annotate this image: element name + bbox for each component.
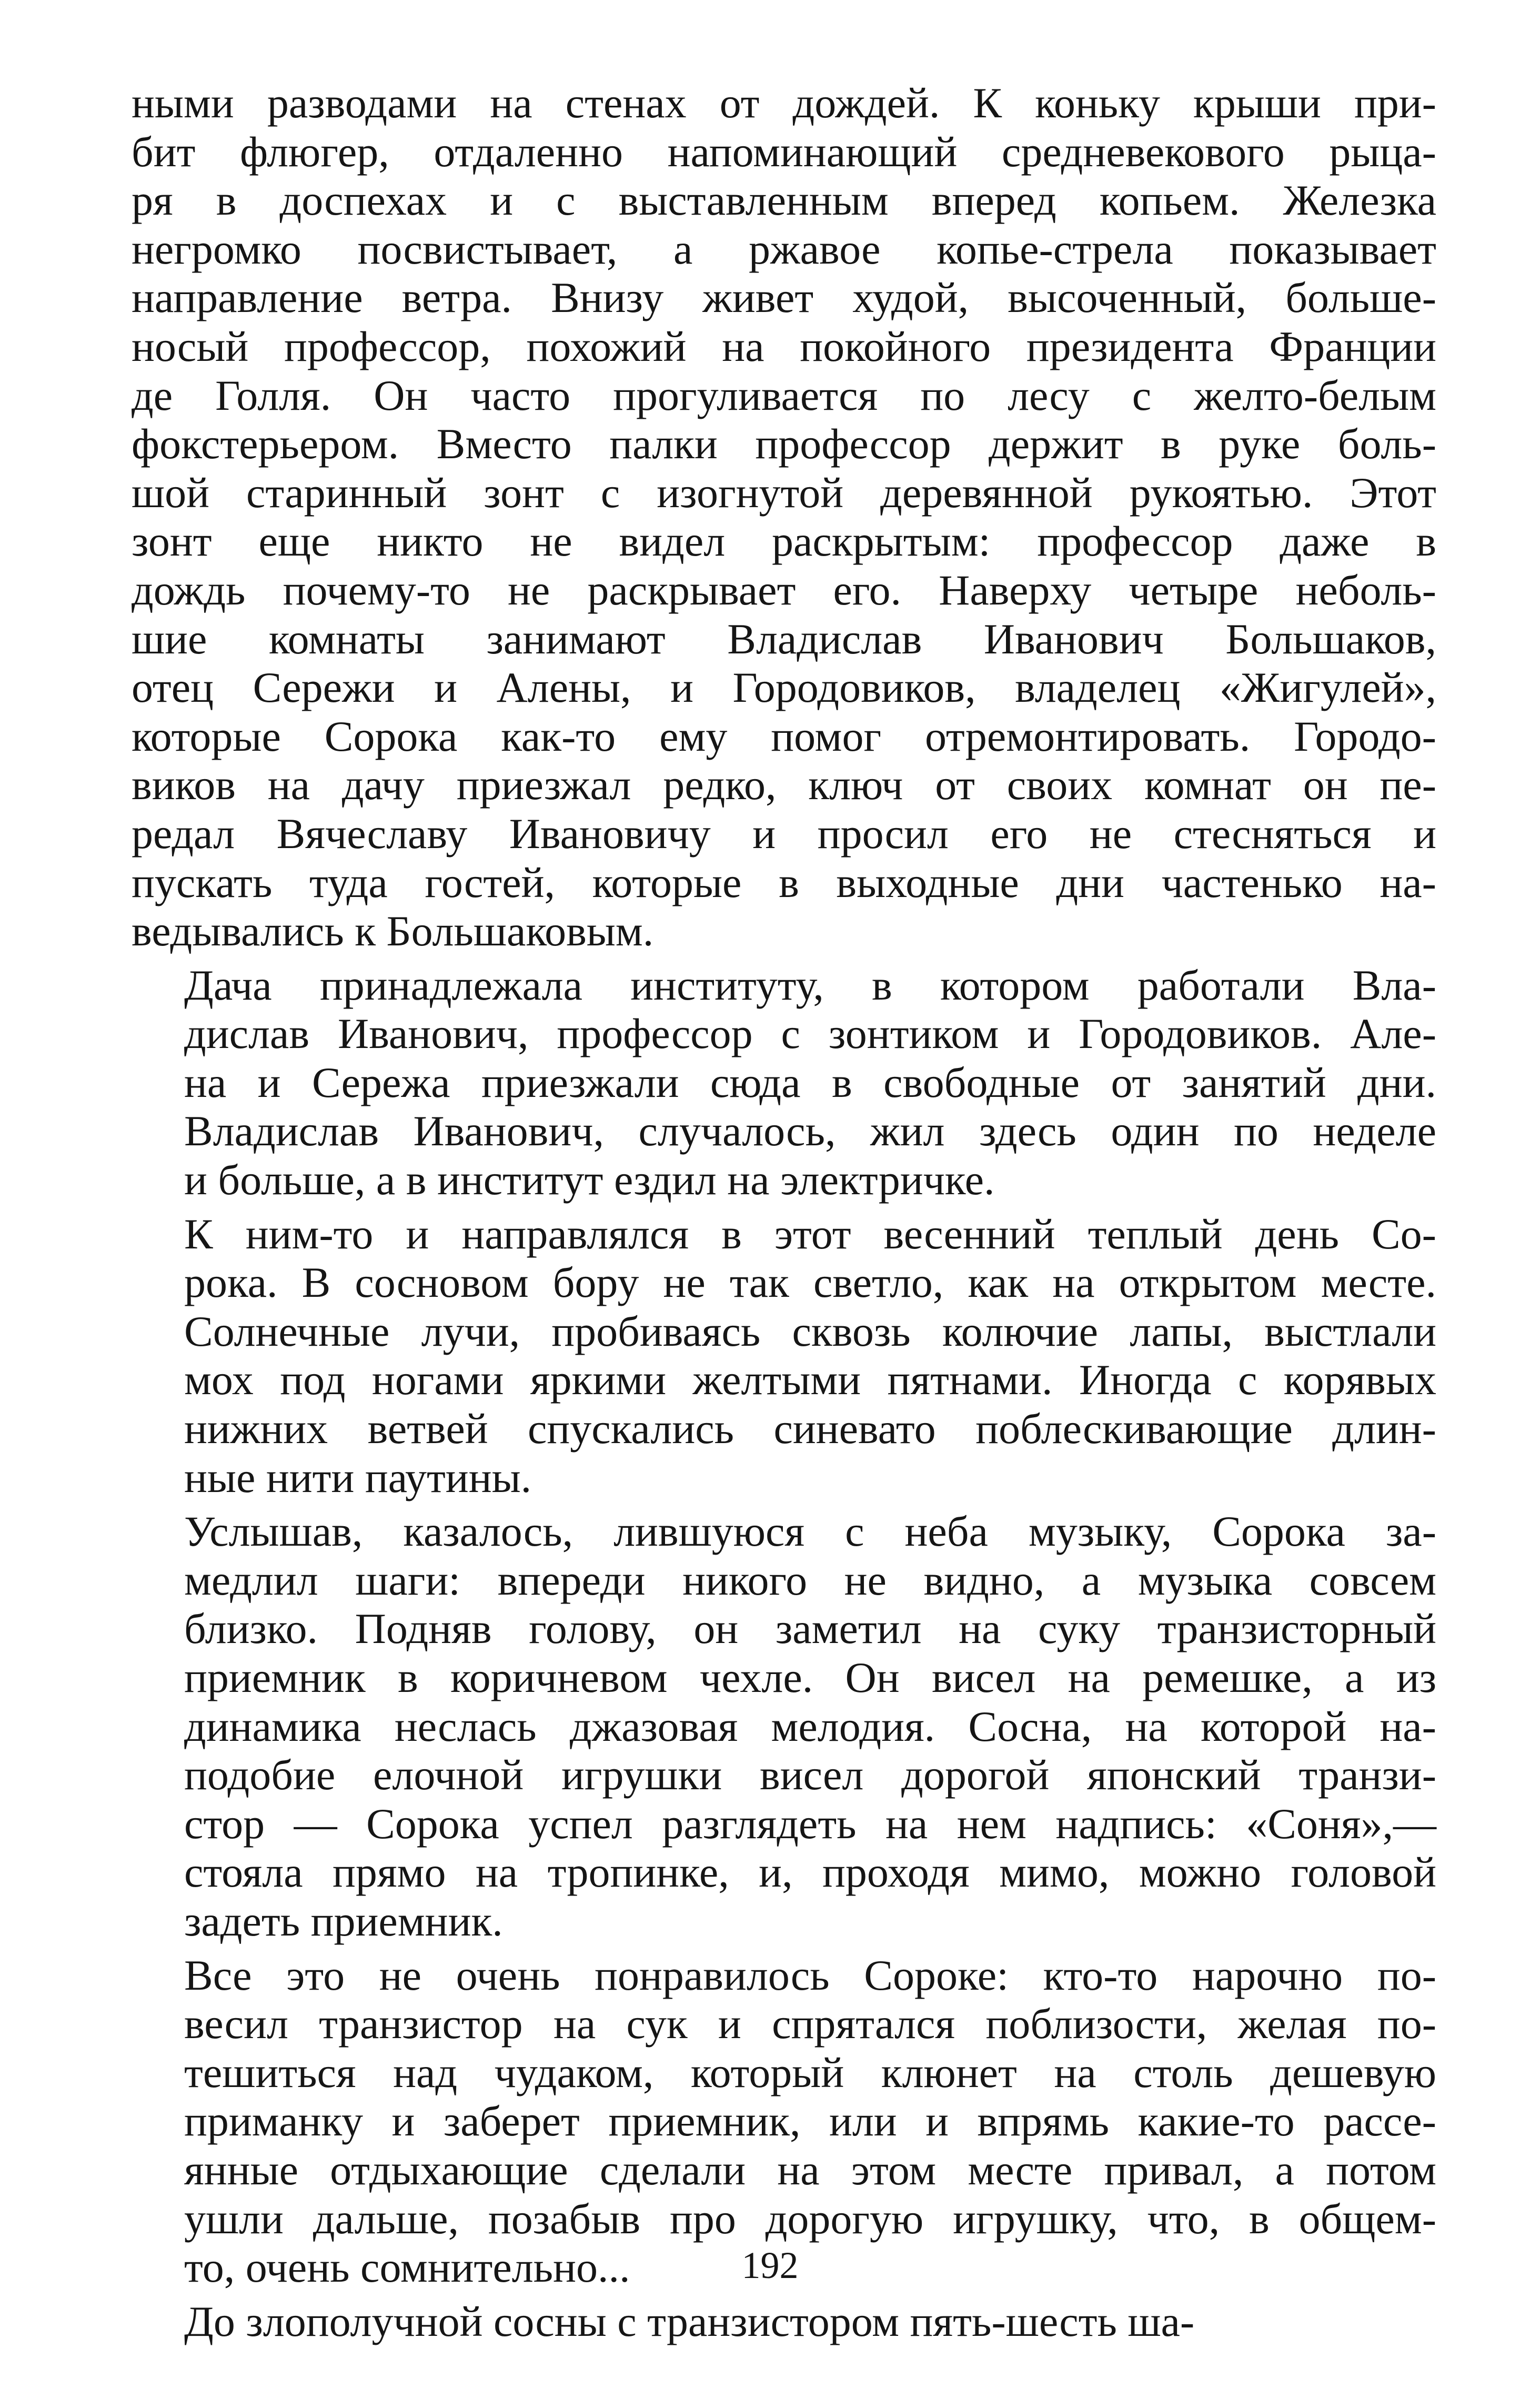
text-line: шой старинный зонт с изогнутой деревянной рукоятью. Этот [132,468,1436,517]
text-line: Услышав, казалось, лившуюся с неба музыку, Сорока за- [184,1507,1436,1556]
text-line: динамика неслась джазовая мелодия. Сосна, на которой на- [184,1702,1436,1750]
text-line: приемник в коричневом чехле. Он висел на ремешке, а из [184,1654,1436,1701]
text-line: направление ветра. Внизу живет худой, высоченный, больше- [132,274,1436,322]
text-line: зонт еще никто не видел раскрытым: профессор даже в [132,517,1436,566]
text-line: Все это не очень понравилось Сороке: кто-то нарочно по- [184,1951,1436,1999]
text-line: де Голля. Он часто прогуливается по лесу с желто-белым [132,371,1436,419]
page-number: 192 [741,2244,799,2286]
text-line: виков на дачу приезжал редко, ключ от своих комнат он пе- [132,761,1436,809]
text-line: нижних ветвей спускались синевато поблескивающие длин- [184,1405,1436,1453]
page-body [132,79,1436,2351]
text-line: шие комнаты занимают Владислав Иванович Большаков, [132,614,1436,663]
text-line: близко. Подняв голову, он заметил на суку транзисторный [184,1605,1436,1653]
text-line: которые Сорока как-то ему помог отремонтировать. Городо- [132,712,1436,760]
text-line: то, очень сомнительно... [184,2243,630,2292]
text-line: пускать туда гостей, которые в выходные дни частенько на- [132,858,1436,906]
paragraph-4 [132,1507,1436,1946]
text-line: отец Сережи и Алены, и Городовиков, владелец «Жигулей», [132,663,1436,712]
text-line: ря в доспехах и с выставленным вперед копьем. Железка [132,176,1436,225]
text-line: на и Сережа приезжали сюда в свободные от занятий дни. [184,1058,1436,1106]
text-line: задеть приемник. [184,1897,503,1945]
text-line: фокстерьером. Вместо палки профессор держит в руке боль- [132,420,1436,468]
text-line: ушли дальше, позабыв про дорогую игрушку, что, в общем- [184,2194,1436,2243]
text-line: янные отдыхающие сделали на этом месте привал, а потом [184,2145,1436,2194]
text-line: рока. В сосновом бору не так светло, как на открытом месте. [184,1258,1436,1307]
text-line: дождь почему-то не раскрывает его. Наверху четыре неболь- [132,566,1436,614]
text-line: тешиться над чудаком, который клюнет на столь дешевую [184,2048,1436,2096]
text-line: медлил шаги: впереди никого не видно, а музыка совсем [184,1556,1436,1604]
paragraph-3 [132,1210,1436,1503]
text-line: Дача принадлежала институту, в котором работали Вла- [184,961,1436,1009]
text-line: К ним-то и направлялся в этот весенний теплый день Со- [184,1209,1436,1258]
text-line: дислав Иванович, профессор с зонтиком и Городовиков. Але- [184,1010,1436,1058]
text-line: ведывались к Большаковым. [132,907,654,955]
text-line: стор — Сорока успел разглядеть на нем надпись: «Соня»,— [184,1799,1436,1848]
text-line: Владислав Иванович, случалось, жил здесь один по неделе [184,1107,1436,1155]
text-line: и больше, а в институт ездил на электричке. [184,1156,995,1204]
paragraph-6 [132,2297,1436,2346]
text-line: весил транзистор на сук и спрятался поблизости, желая по- [184,2000,1436,2048]
text-line: ными разводами на стенах от дождей. К коньку крыши при- [132,79,1436,127]
paragraph-5 [132,1951,1436,2292]
text-line: До злополучной сосны с транзистором пять-шесть ша- [184,2297,1195,2345]
text-line: носый профессор, похожий на покойного президента Франции [132,322,1436,370]
text-line: подобие елочной игрушки висел дорогой японский транзи- [184,1751,1436,1799]
text-line: Солнечные лучи, пробиваясь сквозь колючие лапы, выстлали [184,1307,1436,1355]
text-line: мох под ногами яркими желтыми пятнами. Иногда с корявых [184,1356,1436,1404]
paragraph-2 [132,961,1436,1205]
paragraph-1 [132,79,1436,956]
text-line: стояла прямо на тропинке, и, проходя мимо, можно головой [184,1848,1436,1897]
text-line: ные нити паутины. [184,1453,532,1501]
text-line: приманку и заберет приемник, или и впрямь какие-то рассе- [184,2097,1436,2145]
text-line: редал Вячеславу Ивановичу и просил его не стесняться и [132,809,1436,858]
text-line: бит флюгер, отдаленно напоминающий средневекового рыца- [132,127,1436,176]
text-line: негромко посвистывает, а ржавое копье-стрела показывает [132,225,1436,273]
